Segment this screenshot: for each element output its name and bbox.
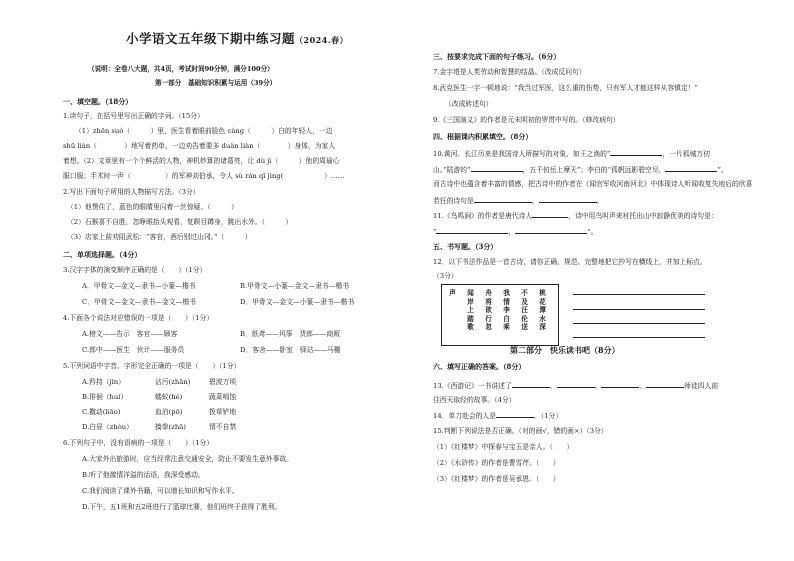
q15-item3: （3）《红楼梦》的作者是吴承恩。（ ） — [433, 475, 560, 483]
q3-option-d: D．甲骨文—金文—小篆—隶书—楷书 — [240, 298, 355, 306]
q10-line1-b: ，一片孤城万仞 — [662, 150, 710, 158]
q10-blank-3[interactable] — [665, 164, 717, 172]
q11-blank-2[interactable] — [436, 226, 508, 234]
q8-text: 8.武克医生一字一顿地说：“我当过军医，这么重的伤势，只有军人才能这样从容镇定！” — [433, 84, 698, 92]
q11-line1 — [433, 210, 718, 221]
q10-blank-5[interactable] — [539, 195, 597, 203]
q1-line4: 服口服；手术时一声（ ）的军神刘伯承，令人 sù rán qǐ jìng( ）…… — [63, 172, 345, 180]
q5-stem: 5.下列词语中字音、字形完全正确的一项是（ ）（1分） — [63, 362, 241, 370]
calligraphy-poem — [441, 284, 559, 346]
section-1-heading: 一、填空题。（18分） — [63, 97, 133, 106]
q13-blank-4[interactable] — [646, 380, 684, 388]
q5-option-b-1: B.徘徊（huí） — [82, 393, 128, 401]
q3-option-b: B.甲骨文—小篆—金文—隶书—楷书 — [240, 282, 350, 290]
q11-blank-1[interactable] — [532, 210, 568, 218]
section-5-heading: 五、书写题。（3分） — [433, 242, 498, 251]
q11-line1-a: 11.《鸟鸣涧》的作者是唐代诗人 — [433, 212, 533, 220]
q14-blank[interactable] — [496, 410, 534, 418]
part2-heading: 第二部分 快乐读书吧（8分） — [510, 345, 620, 355]
q10-blank-2[interactable] — [471, 164, 523, 172]
poem-column: 闻岸上踏歌 — [467, 289, 474, 332]
q5-option-a-1: A.矜持（jīn） — [82, 378, 125, 386]
poem-column: 舟将欲行忽 — [485, 289, 492, 332]
q11-line2 — [433, 226, 598, 237]
q7-text: 7.金字塔是人类劳动和智慧的结晶。（改成反问句） — [433, 68, 586, 76]
q2-item2: （2）石猴喜不自胜，忽睁眼抬头观看，复瞑目蹲身，跳出水外。（ ） — [67, 218, 293, 226]
writing-line-3[interactable] — [573, 323, 705, 324]
q6-option-b: B.听了他激情洋溢的话语，我深受感动。 — [82, 471, 205, 479]
q14-line-b: 。（1分） — [534, 412, 563, 420]
q10-line4: 若狂的诗句是 ， 。 — [433, 197, 604, 205]
exam-note: （说明：全卷八大题，共4页，考试时间90分钟，满分100分） — [88, 65, 274, 73]
q3-stem: 3.汉字字体的演变顺序正确的是（ ）（1分） — [63, 266, 207, 274]
q5-option-c-1: C.撒动(liāo) — [82, 408, 121, 416]
q5-option-b-3: 蔬菜啃蚀 — [209, 393, 237, 401]
q4-option-c: C.郎中——医生 伙计——服务员 — [82, 346, 185, 354]
q6-option-c: C.我们阅读了课外书籍，可以增长知识和写作水平。 — [82, 487, 239, 495]
q2-stem: 2.写出下面句子所用的人物描写方法。（3分） — [63, 188, 200, 196]
q13-blank-2[interactable] — [557, 380, 595, 388]
q13-line1-a: 13.《西游记》一书讲述了 — [433, 382, 512, 390]
writing-line-1[interactable] — [573, 294, 705, 295]
q10-blank-4[interactable] — [474, 195, 532, 203]
poem-column: 我情李白乘 — [503, 289, 510, 332]
section-6-heading: 六、填写正确的答案。（8分） — [433, 362, 526, 371]
q13-line1-b: 师徒四人前 — [684, 382, 719, 390]
q11-line1-b: ，诗中用鸟叫声来衬托出山中寂静优美的诗句是： — [568, 212, 718, 220]
q6-option-d: D.下午，五1班和五2班进行了篮球比赛，他们班终于获得了胜利。 — [82, 503, 282, 511]
q15-stem: 15.判断下列说法是否正确。（对的画√，错的画×）（3分） — [433, 427, 608, 435]
writing-line-4[interactable] — [573, 337, 705, 338]
part1-heading: 第一部分 基础知识积累与运用（39分） — [155, 79, 277, 87]
title-suffix: （2024.春） — [295, 35, 349, 45]
q10-line2-b: ，五千仞岳上摩天”；李白的“孤帆远影碧空尽， — [522, 166, 666, 174]
q1-line1: （1）zhēn suǒ（ ）里，医生看着眼前脸色 càng（ ）白的年轻人，一边 — [75, 127, 333, 135]
q10-line2-c: ”。 — [717, 166, 728, 174]
q5-option-c-2: 血泊(pō) — [155, 408, 183, 416]
q11-blank-3[interactable] — [515, 226, 587, 234]
q15-item2: （2）《水浒传》的作者是曹雪芹。（ ） — [433, 459, 560, 467]
poem-column: 声 — [449, 289, 456, 297]
q10-line1-a: 10.黄河、长江历来是我国诗人所描写的对象，如王之涣的“ — [433, 150, 611, 158]
section-2-heading: 二、单项选择题。（4分） — [63, 250, 142, 259]
q11-line2-a: “ — [433, 228, 437, 236]
q9-text: 9.《三国演义》的作者是元末明初的罗贯中写的。（修改病句） — [433, 116, 620, 124]
q5-option-c-3: 拨草铲地 — [209, 408, 237, 416]
q11-line2-c: ”。 — [587, 228, 598, 236]
q5-option-a-2: 沾污(zhān) — [155, 378, 191, 386]
q5-option-a-3: 碧波万顷 — [209, 378, 237, 386]
q5-option-d-2: 揍拳(zhā) — [155, 423, 186, 431]
q1-line2: shū liàn（ ）地写着药单，一边劝告着要多 duàn liàn（ ）身体，为家人 — [63, 142, 336, 150]
q10-blank-1[interactable] — [610, 148, 662, 156]
q6-option-a: A.大家外出旅游时，应当经常注意交通安全，防止不要发生意外事故。 — [82, 455, 293, 463]
q14-line-a: 14．单刀赴会的人是 — [433, 412, 497, 420]
q1-stem: 1.读句子，在括号里写出正确的字词。（15分） — [63, 112, 204, 120]
q5-option-b-2: 蝼蚁(hé) — [155, 393, 183, 401]
q5-option-d-3: 情不自禁 — [209, 423, 237, 431]
poem-column: 不及汪伦送 — [521, 289, 528, 332]
q2-item3: （3）店家上前劝阻武松：“客官，酒后别过山冈。”（ ） — [67, 233, 252, 241]
q13-line1: 13.《西游记》一书讲述了 、 、 、 师徒四人前 — [433, 382, 719, 390]
q13-blank-3[interactable] — [601, 380, 639, 388]
q3-option-a: A．甲骨文—金文—隶书—小篆—楷书 — [82, 282, 196, 290]
q13-line2: 往西天取经的故事。（4分） — [433, 396, 516, 404]
q10-line1 — [433, 148, 710, 159]
q11-line2-b: ， — [508, 228, 516, 236]
section-4-heading: 四、根据课内积累填空。（8分） — [433, 132, 533, 141]
writing-line-2[interactable] — [573, 309, 705, 310]
q10-line4-a: 若狂的诗句是 — [433, 197, 474, 205]
q4-option-b: B．纸鸢——风筝 货郎——商贩 — [240, 330, 341, 338]
q2-item1: （1）他愣住了，蓝色的眼睛里闪着一丝惊疑。（ ） — [67, 203, 238, 211]
title-main: 小学语文五年级下期中练习题 — [126, 31, 296, 46]
q10-line2 — [433, 164, 728, 175]
q10-line2-a: 山。”陆游的“ — [433, 166, 471, 174]
q5-option-d-1: D.白昼（zhòu） — [82, 423, 133, 431]
q3-option-c: C．甲骨文—金文—隶书—金文—楷书 — [82, 298, 196, 306]
q4-stem: 4.下面各个说法对应错误的一项是（ ）（1分） — [63, 314, 214, 322]
q4-option-d: D．客舍——卧室 驿站——马棚 — [240, 346, 341, 354]
q6-stem: 6.下列句子中，没有语病的一项是（ ）（1分） — [63, 439, 214, 447]
q1-line3: 着想。（2）文章里有一个个鲜活的人物，神机妙算的诸葛亮，让 dù jì（ ）他的周瑜心 — [63, 157, 340, 165]
q12-points: （3分） — [433, 272, 458, 280]
q13-blank-1[interactable] — [512, 380, 550, 388]
page-title — [126, 31, 349, 46]
q10-line3: 而古诗中也蕴含着丰富的情感，把古诗中的作者在《闻官军收河南河北》中体现诗人听闻收复失地后的欣喜 — [433, 180, 753, 188]
q8-instruction: （改成转述句） — [445, 100, 493, 108]
q15-item1: （1）《红楼梦》中探春与宝玉是亲人。（ ） — [433, 443, 574, 451]
q4-option-a: A.榜文——告示 客官——顾客 — [82, 330, 178, 338]
poem-column: 桃花潭水深 — [539, 289, 546, 332]
q14-line — [433, 410, 562, 421]
section-3-heading: 三、按要求完成下面的句子练习。（6分） — [433, 52, 561, 61]
q12-text: 12．以下书法作品是一首古诗，请你正确、规范、完整地把它抄写在横线上，并加上标点。 — [433, 258, 707, 266]
